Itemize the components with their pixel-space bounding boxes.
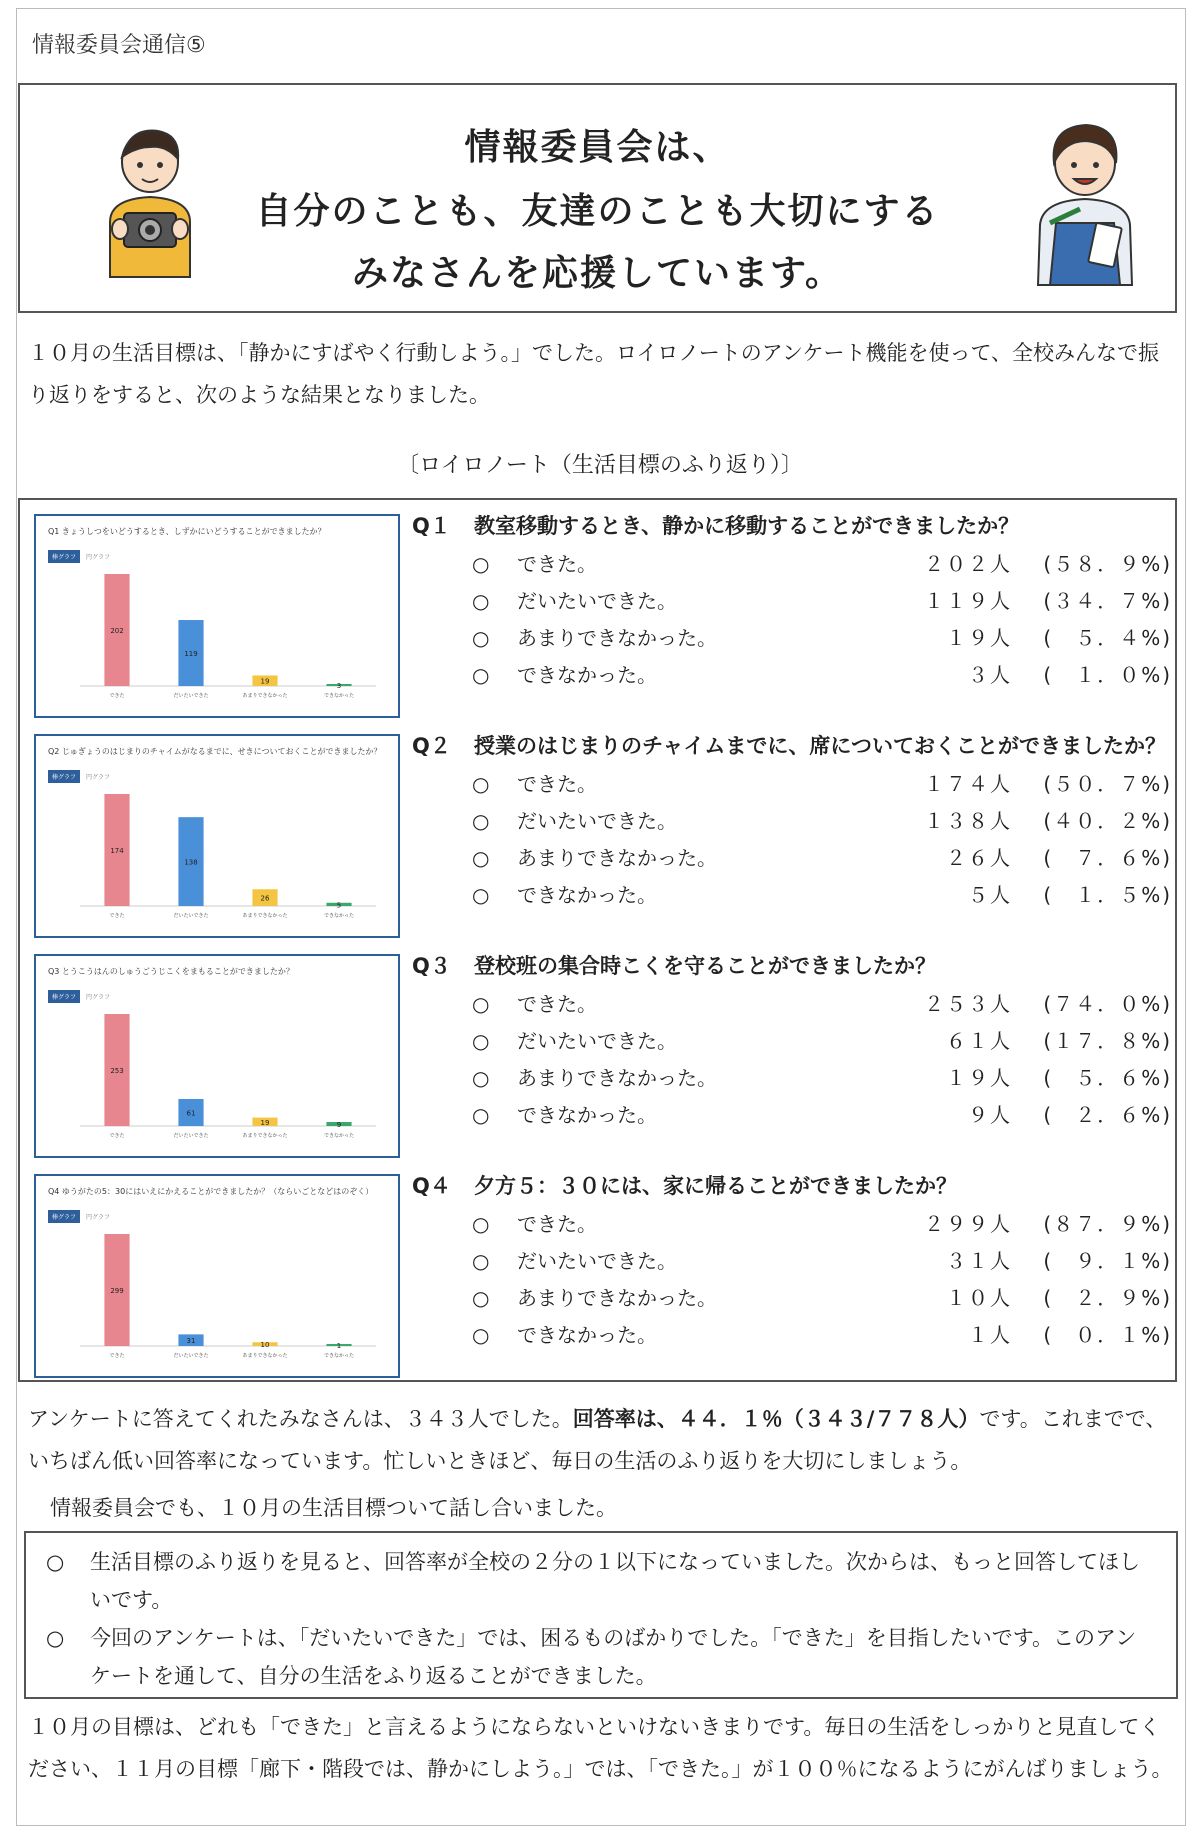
circle-bullet: ○	[472, 1249, 490, 1273]
chart-data-label: 9	[336, 1121, 342, 1130]
circle-bullet: ○	[472, 809, 490, 833]
question-number: Q２	[412, 734, 451, 758]
chart-data-label: 26	[260, 894, 270, 903]
chart-card-q1	[34, 514, 400, 718]
chart-data-label: 253	[110, 1067, 124, 1075]
question-heading	[412, 506, 1172, 546]
chart-title: Q3 とうこうはんのしゅうごうじこくをまもることができましたか？	[48, 967, 294, 976]
pie-graph-tab[interactable]: 円グラフ	[86, 774, 111, 781]
circle-bullet: ○	[472, 1286, 490, 1310]
chart-data-label: 174	[110, 847, 124, 855]
option-label: できなかった。	[517, 1103, 657, 1127]
banner-line-2: 自分のことも、友達のことも大切にする	[255, 191, 940, 232]
result-part-1: アンケートに答えてくれたみなさんは、３４３人でした。	[28, 1407, 573, 1431]
chart-category-label: できなかった	[323, 913, 355, 919]
chart-category-label: できなかった	[323, 693, 355, 699]
circle-bullet: ○	[472, 626, 490, 650]
chart-title: Q2 じゅぎょうのはじまりのチャイムがなるまでに、せきについておくことができましたか？	[48, 747, 382, 756]
chart-data-label: 3	[336, 682, 342, 690]
option-label: だいたいできた。	[517, 1249, 677, 1273]
bar-graph-tab[interactable]: 棒グラフ	[48, 550, 80, 563]
option-count: １人	[968, 1323, 1012, 1347]
bar-graph-tab[interactable]: 棒グラフ	[48, 1210, 80, 1223]
circle-bullet: ○	[472, 992, 490, 1016]
option-label: できなかった。	[517, 1323, 657, 1347]
intro-paragraph: １０月の生活目標は、「静かにすばやく行動しよう。」でした。ロイロノートのアンケート機能を使って、全校みんなで振り返りをすると、次のような結果となりました。	[28, 341, 1160, 407]
chart-category-label: できなかった	[323, 1353, 355, 1359]
chart-data-label: 299	[110, 1287, 124, 1295]
chart-category-label: だいたいできた	[173, 693, 209, 699]
result-part-2: です。これまでで、いちばん低い回答率になっています。忙しいときほど、毎日の生活のふり返りを大切にしましょう。	[28, 1407, 1167, 1473]
chart-card-q3	[34, 954, 400, 1158]
committee-lead: 情報委員会でも、１０月の生活目標ついて話し合いました。	[50, 1496, 617, 1520]
option-count: ９人	[968, 1103, 1012, 1127]
question-q2	[412, 726, 1172, 914]
opinion-item	[46, 1543, 1156, 1619]
circle-bullet: ○	[472, 1103, 490, 1127]
question-text: 教室移動するとき、静かに移動することができましたか？	[474, 514, 1020, 538]
question-heading	[412, 946, 1172, 986]
circle-bullet: ○	[472, 1212, 490, 1236]
option-label: あまりできなかった。	[517, 1286, 717, 1310]
option-percent: (３４．７%)	[1043, 589, 1172, 613]
option-count: ３１人	[946, 1249, 1012, 1273]
chart-data-label: 19	[260, 677, 270, 686]
circle-bullet: ○	[472, 1066, 490, 1090]
option-percent: (４０．２%)	[1043, 809, 1172, 833]
option-count: １７４人	[924, 772, 1012, 796]
option-row	[412, 1206, 1172, 1243]
chart-card-q2	[34, 734, 400, 938]
opinion-text: 生活目標のふり返りを見ると、回答率が全校の２分の１以下になっていました。次からは、もっと回答してほしいです。	[90, 1550, 1140, 1612]
option-percent: (５０．７%)	[1043, 772, 1172, 796]
option-row	[412, 1023, 1172, 1060]
option-percent: ( １．０%)	[1043, 663, 1172, 687]
option-row	[412, 1243, 1172, 1280]
pie-graph-tab[interactable]: 円グラフ	[86, 1214, 111, 1221]
option-percent: ( ０．１%)	[1043, 1323, 1172, 1347]
option-percent: ( ２．９%)	[1043, 1286, 1172, 1310]
circle-bullet: ○	[46, 1626, 65, 1650]
response-rate: 回答率は、４４．１％（３４３/７７８人）	[572, 1407, 980, 1431]
circle-bullet: ○	[472, 772, 490, 796]
option-row	[412, 803, 1172, 840]
circle-bullet: ○	[46, 1550, 65, 1574]
option-percent: (７４．０%)	[1043, 992, 1172, 1016]
option-count: ２９９人	[924, 1212, 1012, 1236]
opinion-item	[46, 1619, 1156, 1695]
question-number: Q４	[412, 1174, 451, 1198]
chart-category-label: できなかった	[323, 1133, 355, 1139]
option-row	[412, 986, 1172, 1023]
option-row	[412, 546, 1172, 583]
option-row	[412, 840, 1172, 877]
chart-category-label: だいたいできた	[173, 1353, 209, 1359]
option-count: １１９人	[924, 589, 1012, 613]
chart-data-label: 119	[184, 650, 198, 659]
chart-category-label: できた	[109, 1353, 125, 1359]
option-percent: ( ５．６%)	[1043, 1066, 1172, 1090]
result-paragraph	[28, 1398, 1178, 1482]
chart-data-label: 31	[186, 1337, 196, 1346]
chart-data-label: 61	[186, 1109, 196, 1118]
bar-graph-tab[interactable]: 棒グラフ	[48, 770, 80, 783]
option-percent: ( ５．４%)	[1043, 626, 1172, 650]
option-count: ３人	[968, 663, 1012, 687]
option-label: できた。	[517, 552, 597, 576]
option-count: ２０２人	[924, 552, 1012, 576]
opinion-text: 今回のアンケートは、「だいたいできた」では、困るものばかりでした。「できた」を目指したいです。このアンケートを通して、自分の生活をふり返ることができました。	[90, 1626, 1137, 1688]
question-number: Q３	[412, 954, 451, 978]
option-count: １９人	[946, 626, 1012, 650]
chart-data-label: 202	[110, 627, 124, 635]
option-label: できなかった。	[517, 663, 657, 687]
option-row	[412, 1097, 1172, 1134]
pie-graph-tab[interactable]: 円グラフ	[86, 554, 111, 561]
option-percent: ( ２．６%)	[1043, 1103, 1172, 1127]
option-label: できた。	[517, 1212, 597, 1236]
bar-chart-q1	[36, 516, 398, 716]
option-count: １３８人	[924, 809, 1012, 833]
pie-graph-tab[interactable]: 円グラフ	[86, 994, 111, 1001]
chart-category-label: できた	[109, 693, 125, 699]
question-text: 登校班の集合時こくを守ることができましたか？	[474, 954, 936, 978]
bar-chart-q2	[36, 736, 398, 936]
closing-paragraph: １０月の目標は、どれも「できた」と言えるようにならないといけないきまりです。毎日の生活をしっかりと見直してください、１１月の目標「廊下・階段では、静かにしよう。」では、「できた。」が１００％になるようにがんばりましょう。	[28, 1715, 1173, 1781]
question-q3	[412, 946, 1172, 1134]
chart-category-label: できた	[109, 1133, 125, 1139]
question-text: 夕方５：３０には、家に帰ることができましたか？	[474, 1174, 957, 1198]
chart-title: Q1 きょうしつをいどうするとき、しずかにいどうすることができましたか？	[48, 527, 326, 536]
chart-category-label: あまりできなかった	[242, 693, 288, 699]
option-count: ２６人	[946, 846, 1012, 870]
chart-data-label: 5	[336, 901, 342, 910]
option-count: ６１人	[946, 1029, 1012, 1053]
circle-bullet: ○	[472, 1323, 490, 1347]
banner-line-1: 情報委員会は、	[464, 127, 731, 168]
chart-category-label: できた	[109, 913, 125, 919]
circle-bullet: ○	[472, 883, 490, 907]
section-caption: 〔ロイロノート（生活目標のふり返り）〕	[397, 453, 803, 478]
option-percent: ( ９．１%)	[1043, 1249, 1172, 1273]
option-row	[412, 766, 1172, 803]
option-label: だいたいできた。	[517, 809, 677, 833]
option-label: できなかった。	[517, 883, 657, 907]
option-count: １９人	[946, 1066, 1012, 1090]
chart-title: Q4 ゆうがたの5：30にはいえにかえることができましたか？（ならいごとなどはのぞく）	[48, 1187, 374, 1196]
chart-data-label: 138	[184, 858, 198, 867]
option-label: あまりできなかった。	[517, 846, 717, 870]
option-row	[412, 583, 1172, 620]
option-count: ２５３人	[924, 992, 1012, 1016]
chart-category-label: だいたいできた	[173, 1133, 209, 1139]
option-row	[412, 657, 1172, 694]
chart-category-label: だいたいできた	[173, 913, 209, 919]
question-q1	[412, 506, 1172, 694]
option-row	[412, 1280, 1172, 1317]
question-number: Q１	[412, 514, 451, 538]
option-percent: ( ７．６%)	[1043, 846, 1172, 870]
circle-bullet: ○	[472, 846, 490, 870]
circle-bullet: ○	[472, 589, 490, 613]
banner	[18, 83, 1177, 313]
banner-line-3: みなさんを応援しています。	[351, 253, 844, 294]
chart-data-label: 19	[260, 1118, 270, 1127]
option-label: できた。	[517, 992, 597, 1016]
kid-with-notebook-illustration	[1010, 113, 1160, 289]
bar-graph-tab[interactable]: 棒グラフ	[48, 990, 80, 1003]
option-row	[412, 1317, 1172, 1354]
chart-category-label: あまりできなかった	[242, 1353, 288, 1359]
question-heading	[412, 726, 1172, 766]
option-label: だいたいできた。	[517, 1029, 677, 1053]
question-text: 授業のはじまりのチャイムまでに、席についておくことができましたか？	[474, 734, 1166, 758]
option-label: だいたいできた。	[517, 589, 677, 613]
option-row	[412, 620, 1172, 657]
chart-data-label: 10	[260, 1341, 270, 1350]
option-label: あまりできなかった。	[517, 626, 717, 650]
newsletter-title: 情報委員会通信⑤	[32, 33, 206, 58]
option-count: ５人	[968, 883, 1012, 907]
chart-data-label: 1	[336, 1342, 342, 1350]
bar-chart-q3	[36, 956, 398, 1156]
survey-results-box	[18, 498, 1177, 1382]
option-percent: (１７．８%)	[1043, 1029, 1172, 1053]
option-percent: (８７．９%)	[1043, 1212, 1172, 1236]
option-row	[412, 1060, 1172, 1097]
option-count: １０人	[946, 1286, 1012, 1310]
circle-bullet: ○	[472, 552, 490, 576]
circle-bullet: ○	[472, 1029, 490, 1053]
bar-chart-q4	[36, 1176, 398, 1376]
option-row	[412, 877, 1172, 914]
circle-bullet: ○	[472, 663, 490, 687]
chart-category-label: あまりできなかった	[242, 1133, 288, 1139]
option-label: できた。	[517, 772, 597, 796]
option-percent: ( １．５%)	[1043, 883, 1172, 907]
option-label: あまりできなかった。	[517, 1066, 717, 1090]
chart-category-label: あまりできなかった	[242, 913, 288, 919]
option-percent: (５８．９%)	[1043, 552, 1172, 576]
committee-opinions-box	[24, 1531, 1178, 1699]
chart-card-q4	[34, 1174, 400, 1378]
question-heading	[412, 1166, 1172, 1206]
question-q4	[412, 1166, 1172, 1354]
